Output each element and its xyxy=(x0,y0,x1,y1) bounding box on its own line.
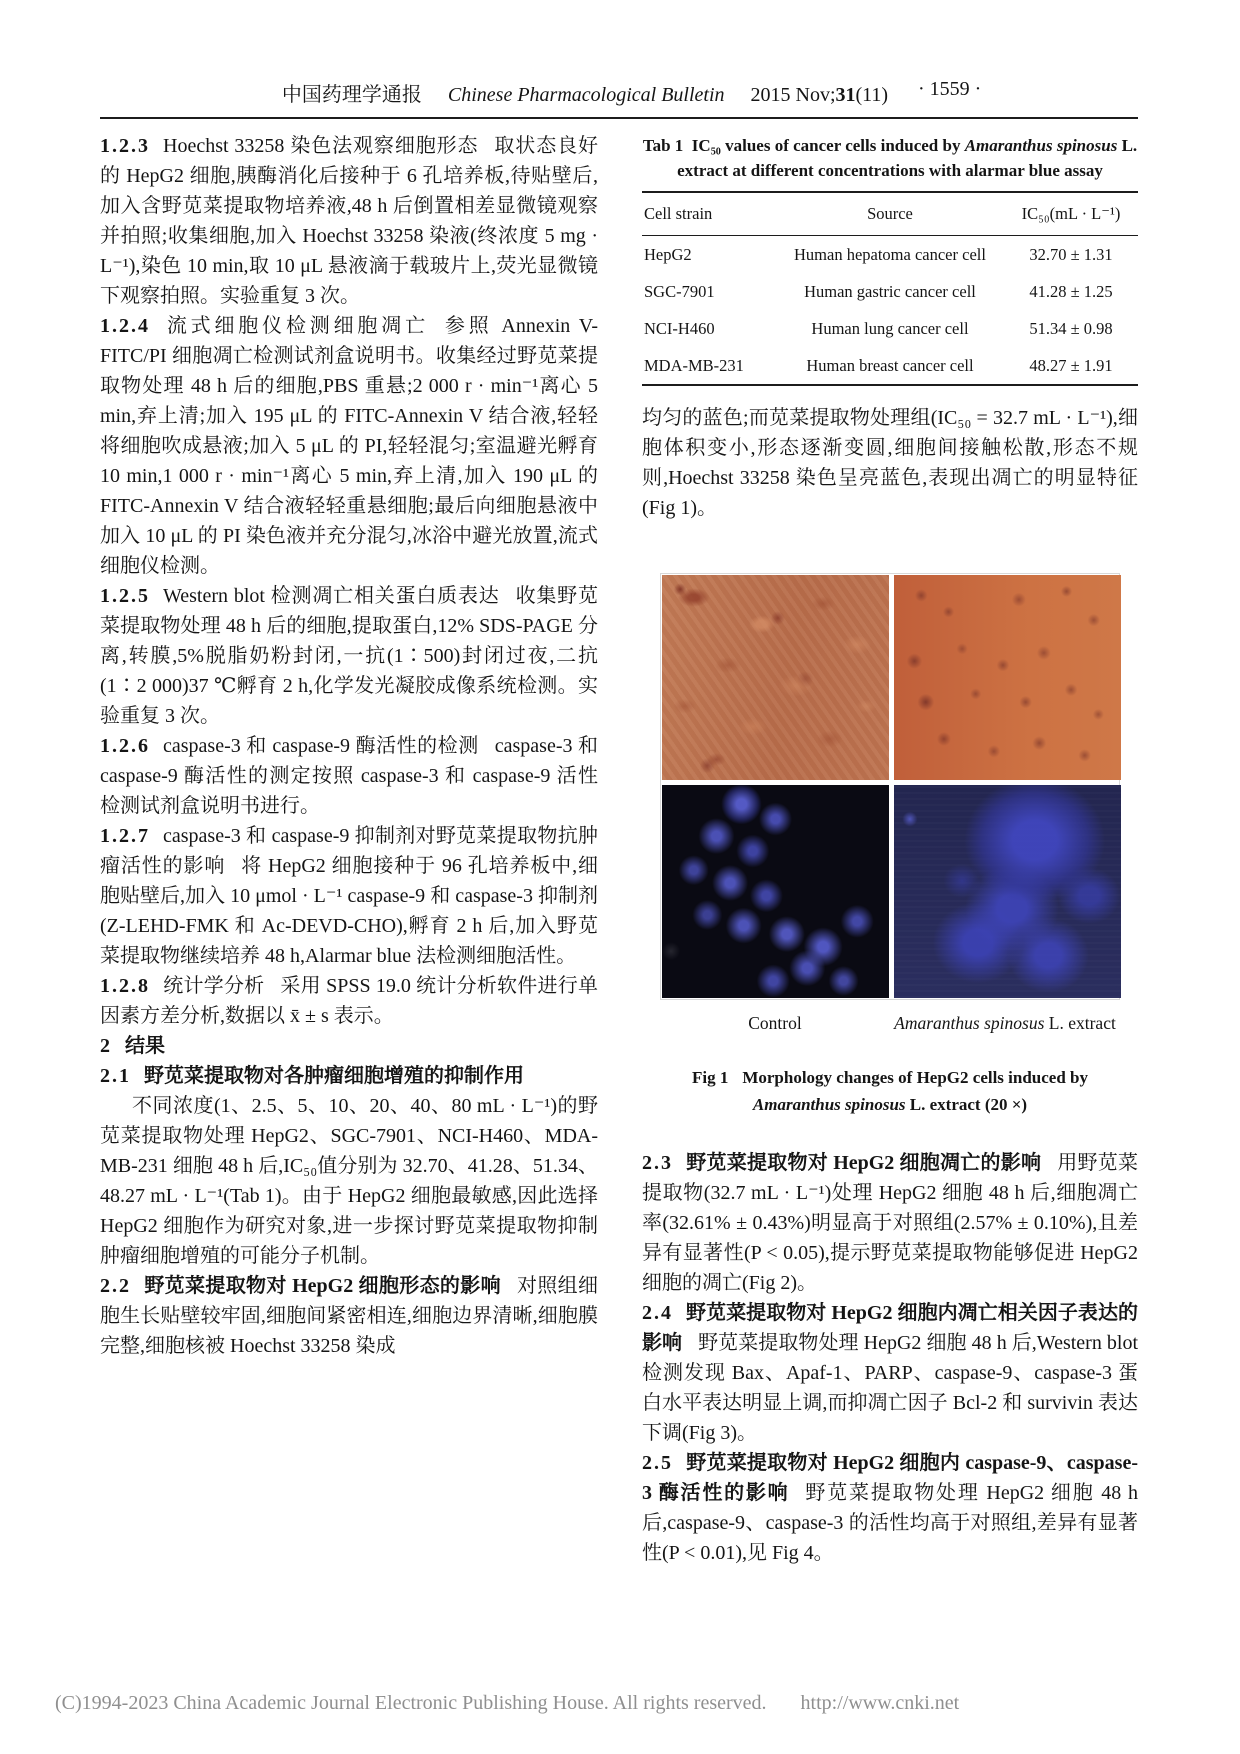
micrograph-treated-phase-contrast xyxy=(894,575,1121,780)
section-number: 2.1 xyxy=(100,1065,131,1087)
section-heading: 结果 xyxy=(125,1035,165,1057)
section-heading: 野苋菜提取物对各肿瘤细胞增殖的抑制作用 xyxy=(144,1065,524,1087)
section-2-2 xyxy=(100,1271,598,1361)
cnki-url: http://www.cnki.net xyxy=(800,1692,960,1714)
table1 xyxy=(642,191,1138,386)
section-2-results-heading xyxy=(100,1031,598,1061)
section-1-2-7 xyxy=(100,821,598,971)
section-heading: Hoechst 33258 染色法观察细胞形态 xyxy=(163,135,479,157)
section-number: 1.2.6 xyxy=(100,735,150,757)
section-heading: 流式细胞仪检测细胞凋亡 xyxy=(163,315,429,337)
section-1-2-6 xyxy=(100,731,598,821)
table1-title-line2: extract at different concentrations with alarmar blue assay xyxy=(677,161,1103,180)
cnki-copyright-footer xyxy=(55,1692,959,1715)
section-heading: 野苋菜提取物对 HepG2 细胞内凋亡相关因子表达的影响 xyxy=(642,1302,1138,1354)
right-column xyxy=(642,131,1138,1568)
section-body: 用野苋菜提取物(32.7 mL · L⁻¹)处理 HepG2 细胞 48 h 后,细胞凋亡率(32.61% ± 0.43%)明显高于对照组(2.57% ± 0.10%),且差异有显著性(P < 0.05),提示野苋菜提取物能够促进 HepG2 细胞的凋亡(Fig 2)。 xyxy=(642,1152,1138,1294)
section-1-2-5 xyxy=(100,581,598,731)
journal-name-cn: 中国药理学通报 xyxy=(281,84,422,106)
table-row: HepG2 Human hepatoma cancer cell 32.70 ± 1.31 xyxy=(644,244,1113,264)
section-body: 收集野苋菜提取物处理 48 h 后的细胞,提取蛋白,12% SDS-PAGE 分离,转膜,5%脱脂奶粉封闭,一抗(1∶500)封闭过夜,二抗(1∶2 000)37 ℃孵育 2 h,化学发光凝胶成像系统检测。实验重复 3 次。 xyxy=(100,585,598,727)
section-2-1-heading xyxy=(100,1061,598,1091)
section-body: caspase-3 和 caspase-9 酶活性的测定按照 caspase-3 和 caspase-9 活性检测试剂盒说明书进行。 xyxy=(100,735,599,817)
section-2-3 xyxy=(642,1148,1138,1298)
issue-info: 2015 Nov;31(11) xyxy=(750,84,889,106)
table-row: NCI-H460 Human lung cancer cell 51.34 ± 0.98 xyxy=(644,318,1113,338)
table-row: SGC-7901 Human gastric cancer cell 41.28 ± 1.25 xyxy=(644,281,1113,301)
section-heading: 统计学分析 xyxy=(163,975,265,997)
copyright-text: (C)1994-2023 China Academic Journal Electronic Publishing House. All rights reserved. xyxy=(55,1692,767,1714)
section-heading: 野苋菜提取物对 HepG2 细胞内 caspase-9、caspase-3 酶活性的影响 xyxy=(642,1452,1138,1504)
table-header-row xyxy=(642,192,1138,236)
section-number: 2.5 xyxy=(642,1452,673,1474)
section-number: 1.2.4 xyxy=(100,315,150,337)
section-number: 2.3 xyxy=(642,1152,673,1174)
section-body: 参照 Annexin V-FITC/PI 细胞凋亡检测试剂盒说明书。收集经过野苋菜提取物处理 48 h 后的细胞,PBS 重悬;2 000 r · min⁻¹离心 5 min,弃上清;加入 195 μL 的 FITC-Annexin V 结合液,轻轻将细胞吹成悬液;加入 5 μL 的 PI,轻轻混匀;室温避光孵育 10 min,1 000 r · min⁻¹离心 5 min,弃上清,加入 190 μL 的 FITC-Annexin V 结合液轻轻重悬细胞;最后向细胞悬液中加入 10 μL 的 PI 染色液并充分混匀,冰浴中避光放置,流式细胞仪检测。 xyxy=(100,315,598,577)
section-number: 1.2.8 xyxy=(100,975,150,997)
section-2-1-body: 不同浓度(1、2.5、5、10、20、40、80 mL · L⁻¹)的野苋菜提取物处理 HepG2、SGC-7901、NCI-H460、MDA-MB-231 细胞 48 h 后,IC₅₀值分别为 32.70、41.28、51.34、48.27 mL · L⁻¹(Tab 1)。由于 HepG2 细胞最敏感,因此选择 HepG2 细胞作为研究对象,进一步探讨野苋菜提取物抑制肿瘤细胞增殖的可能分子机制。 xyxy=(100,1095,598,1267)
section-body: 对照组细胞生长贴壁较牢固,细胞间紧密相连,细胞边界清晰,细胞膜完整,细胞核被 Hoechst 33258 染成 xyxy=(100,1275,598,1357)
section-number: 1.2.7 xyxy=(100,825,150,847)
left-column xyxy=(100,131,598,1361)
page-number: · 1559 · xyxy=(918,78,982,100)
table1-tag: Tab 1 xyxy=(642,136,684,155)
journal-name-en: Chinese Pharmacological Bulletin xyxy=(447,84,725,106)
col-header-source: Source xyxy=(776,192,1004,236)
col-header-cell-strain: Cell strain xyxy=(642,192,776,236)
section-body: 野苋菜提取物处理 HepG2 细胞 48 h 后,caspase-9、caspase-3 的活性均高于对照组,差异有显著性(P < 0.01),见 Fig 4。 xyxy=(642,1482,1139,1564)
label-extract: Amaranthus spinosus L. extract xyxy=(894,1013,1116,1033)
section-number: 1.2.3 xyxy=(100,135,150,157)
continued-paragraph: 均匀的蓝色;而苋菜提取物处理组(IC₅₀ = 32.7 mL · L⁻¹),细胞体积变小,形态逐渐变圆,细胞间接触松散,形态不规则,Hoechst 33258 染色呈亮蓝色,表现出凋亡的明显特征(Fig 1)。 xyxy=(642,407,1138,519)
micrograph-treated-hoechst-fluorescence xyxy=(894,785,1121,998)
section-number: 1.2.5 xyxy=(100,585,150,607)
figure-1-tag: Fig 1 xyxy=(691,1068,729,1087)
figure-1 xyxy=(660,573,1120,1118)
header-rule xyxy=(100,117,1138,119)
section-1-2-8 xyxy=(100,971,598,1031)
section-body: 野苋菜提取物处理 HepG2 细胞 48 h 后,Western blot 检测发现 Bax、Apaf-1、PARP、caspase-9、caspase-3 蛋白水平表达明显上调,而抑凋亡因子 Bcl-2 和 survivin 表达下调(Fig 3)。 xyxy=(642,1332,1139,1444)
section-number: 2 xyxy=(100,1035,112,1057)
table1-title: Tab 1 IC₅₀ values of cancer cells induced by Amaranthus spinosus L. extract at different concentrations with alarmar blue assay xyxy=(642,136,1138,180)
section-body: 将 HepG2 细胞接种于 96 孔培养板中,细胞贴壁后,加入 10 μmol · L⁻¹ caspase-9 和 caspase-3 抑制剂(Z-LEHD-FMK 和 Ac-DEVD-CHO),孵育 2 h 后,加入野苋菜提取物继续培养 48 h,Alarmar blue 法检测细胞活性。 xyxy=(100,855,599,967)
section-heading: caspase-3 和 caspase-9 抑制剂对野苋菜提取物抗肿瘤活性的影响 xyxy=(100,825,598,877)
section-2-5 xyxy=(642,1448,1138,1568)
figure-1-caption: Fig 1 Morphology changes of HepG2 cells induced by Amaranthus spinosus L. extract (20 ×) xyxy=(691,1068,1089,1114)
section-2-4 xyxy=(642,1298,1138,1448)
col-header-ic50: IC₅₀(mL · L⁻¹) xyxy=(1004,192,1138,236)
section-body: 取状态良好的 HepG2 细胞,胰酶消化后接种于 6 孔培养板,待贴壁后,加入含野苋菜提取物培养液,48 h 后倒置相差显微镜观察并拍照;收集细胞,加入 Hoechst 33258 染液(终浓度 5 mg · L⁻¹),染色 10 min,取 10 μL 悬液滴于载玻片上,荧光显微镜下观察拍照。实验重复 3 次。 xyxy=(100,135,598,307)
section-body: 采用 SPSS 19.0 统计分析软件进行单因素方差分析,数据以 x̄ ± s 表示。 xyxy=(100,975,598,1027)
section-1-2-4 xyxy=(100,311,598,581)
table-row: MDA-MB-231 Human breast cancer cell 48.27 ± 1.91 xyxy=(644,355,1113,375)
section-number: 2.2 xyxy=(100,1275,131,1297)
label-control: Control xyxy=(748,1013,802,1033)
micrograph-control-phase-contrast xyxy=(662,575,889,780)
running-head xyxy=(160,78,1010,107)
section-number: 2.4 xyxy=(642,1302,673,1324)
section-heading: 野苋菜提取物对 HepG2 细胞凋亡的影响 xyxy=(686,1152,1042,1174)
figure-1-image-grid xyxy=(660,573,1120,1000)
section-heading: 野苋菜提取物对 HepG2 细胞形态的影响 xyxy=(144,1275,501,1297)
section-heading: caspase-3 和 caspase-9 酶活性的检测 xyxy=(163,735,479,757)
figure-1-column-labels xyxy=(660,1008,1120,1038)
micrograph-control-hoechst-fluorescence xyxy=(662,785,889,998)
section-1-2-3 xyxy=(100,131,598,311)
section-heading: Western blot 检测凋亡相关蛋白质表达 xyxy=(163,585,500,607)
